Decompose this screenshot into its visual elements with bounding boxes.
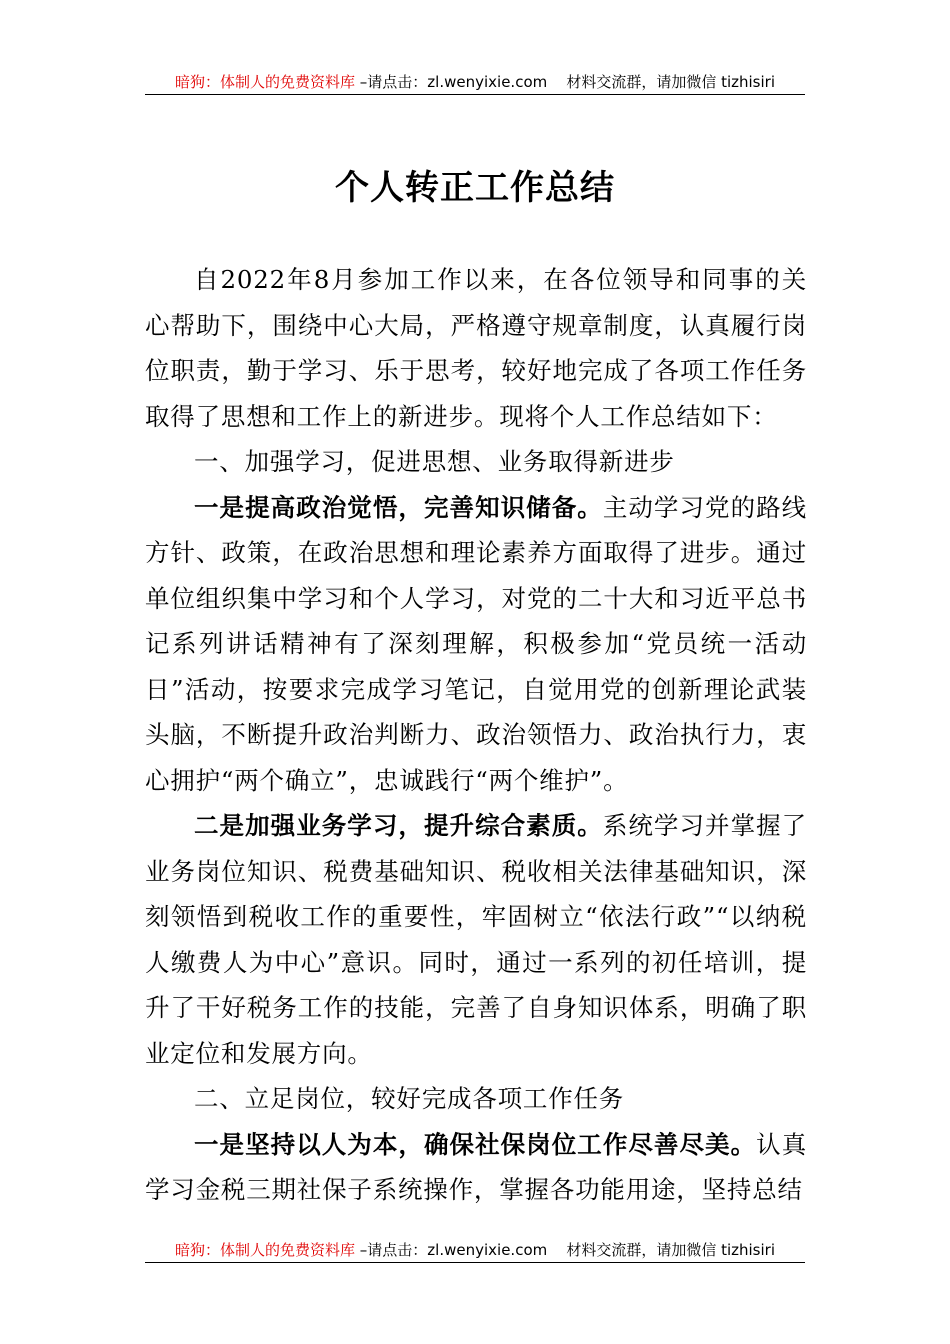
footer-click-text: –请点击： — [355, 1241, 428, 1259]
header-brand: 暗狗：体制人的免费资料库 — [175, 73, 356, 91]
document-body — [145, 257, 807, 1213]
header-spacer — [547, 73, 566, 91]
footer-spacer — [547, 1241, 566, 1259]
intro-paragraph: 自2022年8月参加工作以来，在各位领导和同事的关心帮助下，围绕中心大局，严格遵守规章制度，认真履行岗位职责，勤于学习、乐于思考，较好地完成了各项工作任务取得了思想和工作上的新进步。现将个人工作总结如下： — [145, 265, 807, 431]
paragraph-text: 主动学习党的路线方针、政策，在政治思想和理论素养方面取得了进步。通过单位组织集中学习和个人学习，对党的二十大和习近平总书记系列讲话精神有了深刻理解，积极参加“党员统一活动日”活动，按要求完成学习笔记，自觉用党的创新理论武装头脑，不断提升政治判断力、政治领悟力、政治执行力，衷心拥护“两个确立”，忠诚践行“两个维护”。 — [145, 492, 807, 795]
document-title: 个人转正工作总结 — [335, 168, 615, 208]
paragraph-lead: 一是坚持以人为本，确保社保岗位工作尽善尽美。 — [194, 1129, 757, 1159]
paragraph-lead: 一是提高政治觉悟，完善知识储备。 — [194, 492, 603, 522]
paragraph-text: 系统学习并掌握了业务岗位知识、税费基础知识、税收相关法律基础知识，深刻领悟到税收工作的重要性，牢固树立“依法行政”“以纳税人缴费人为中心”意识。同时，通过一系列的初任培训，提升了干好税务工作的技能，完善了自身知识体系，明确了职业定位和发展方向。 — [145, 811, 807, 1068]
page-footer — [145, 1240, 805, 1263]
header-group-text: 材料交流群，请加微信 tizhisiri — [566, 73, 775, 91]
paragraph-social-security — [145, 1122, 807, 1213]
paragraph-study-business — [145, 803, 807, 1076]
paragraph-lead: 二是加强业务学习，提升综合素质。 — [194, 811, 603, 840]
footer-brand: 暗狗：体制人的免费资料库 — [175, 1241, 356, 1259]
page-header — [145, 72, 805, 95]
footer-group-text: 材料交流群，请加微信 tizhisiri — [566, 1241, 775, 1259]
section-heading-1: 一、加强学习，促进思想、业务取得新进步 — [194, 447, 675, 476]
footer-url-link[interactable]: zl.wenyixie.com — [427, 1241, 548, 1259]
section-heading-2: 二、立足岗位，较好完成各项工作任务 — [194, 1084, 625, 1113]
header-url-link[interactable]: zl.wenyixie.com — [427, 73, 548, 91]
header-click-text: –请点击： — [355, 73, 428, 91]
paragraph-text: 认真学习金税三期社保子系统操作，掌握各功能用途，坚持总结 — [145, 1129, 807, 1204]
paragraph-study-politics — [145, 485, 807, 804]
